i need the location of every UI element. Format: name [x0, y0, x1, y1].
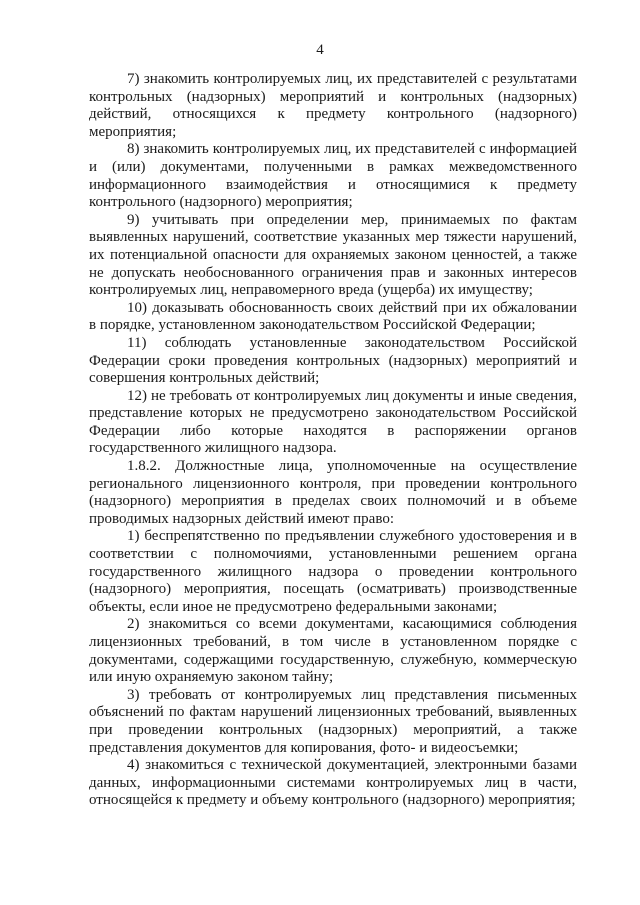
page-number: 4 [316, 42, 324, 58]
paragraph-right-1: 1) беспрепятственно по предъявлении служебного удостоверения и в соответствии с полномочиями, установленными решением органа государственного жилищного надзора о проведении контрольного (надзорного) мероприятия, посещать (осматривать) производственные объекты, если иное не предусмотрено федеральными законами; [89, 528, 577, 615]
paragraph-right-4: 4) знакомиться с технической документацией, электронными базами данных, информационными системами контролируемых лиц в части, относящейся к предмету и объему контрольного (надзорного) мероприятия; [89, 757, 577, 809]
paragraph-item-7: 7) знакомить контролируемых лиц, их представителей с результатами контрольных (надзорных) мероприятий и контрольных (надзорных) действий, относящихся к предмету контрольного (надзорного) мероприятия; [89, 71, 577, 140]
paragraph-item-12: 12) не требовать от контролируемых лиц документы и иные сведения, представление которых не предусмотрено законодательством Российской Федерации либо которые находятся в распоряжении органов государственного жилищного надзора. [89, 387, 577, 457]
paragraph-right-3: 3) требовать от контролируемых лиц представления письменных объяснений по фактам нарушений лицензионных требований, выявленных при проведении контрольных (надзорных) мероприятий, а также представления документов для копирования, фото- и видеосъемки; [89, 686, 577, 756]
document-body [89, 71, 577, 810]
paragraph-item-8: 8) знакомить контролируемых лиц, их представителей с информацией и (или) документами, полученными в рамках межведомственного информационного взаимодействия и относящимися к предмету контрольного (надзорного) мероприятия; [89, 141, 577, 211]
paragraph-section-1-8-2: 1.8.2. Должностные лица, уполномоченные на осуществление регионального лицензионного контроля, при проведении контрольного (надзорного) мероприятия в пределах своих полномочий и в объеме проводимых надзорных действий имеют право: [89, 458, 577, 527]
paragraph-item-10: 10) доказывать обоснованность своих действий при их обжаловании в порядке, установленном законодательством Российской Федерации; [89, 299, 577, 334]
paragraph-item-11: 11) соблюдать установленные законодательством Российской Федерации сроки проведения контрольных (надзорных) мероприятий и совершения контрольных действий; [89, 334, 577, 387]
paragraph-item-9: 9) учитывать при определении мер, принимаемых по фактам выявленных нарушений, соответствие указанных мер тяжести нарушений, их потенциальной опасности для охраняемых законом ценностей, а также не допускать необоснованного ограничения прав и законных интересов контролируемых лиц, неправомерного вреда (ущерба) их имуществу; [89, 211, 577, 299]
paragraph-right-2: 2) знакомиться со всеми документами, касающимися соблюдения лицензионных требований, в том числе в установленном порядке с документами, содержащими государственную, служебную, коммерческую или иную охраняемую законом тайну; [89, 616, 577, 686]
